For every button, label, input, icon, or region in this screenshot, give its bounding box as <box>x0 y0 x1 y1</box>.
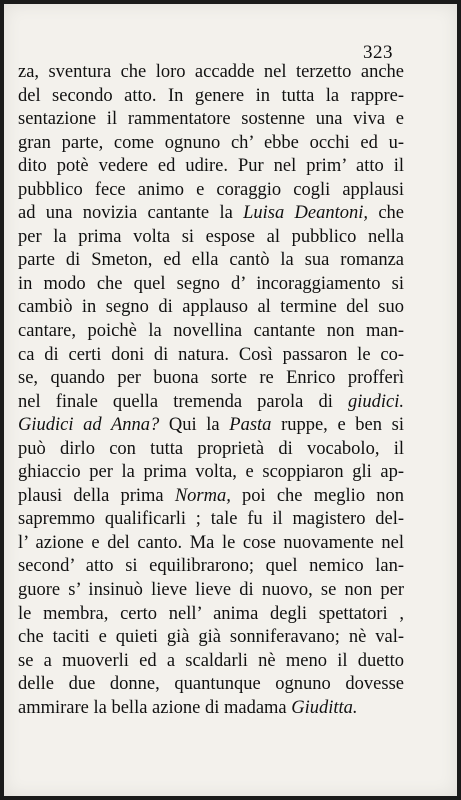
page-number: 323 <box>363 42 393 63</box>
text-segment: ghiaccio per la prima volta, e scoppiaron gli ap- <box>18 462 404 483</box>
text-segment: del secondo atto. In genere in tutta la rappre- <box>18 85 404 106</box>
text-segment: pubblico fece animo e coraggio cogli applausi <box>18 179 404 200</box>
text-line <box>18 226 404 250</box>
text-segment: parte di Smeton, ed ella cantò la sua romanza <box>18 250 404 271</box>
text-line <box>18 249 404 273</box>
text-segment: cantare, poichè la novellina cantante non man- <box>18 321 404 342</box>
text-segment: za, sventura che loro accadde nel terzetto anche <box>18 62 404 82</box>
text-line <box>18 132 404 156</box>
text-segment: ruppe, e ben si <box>271 415 404 436</box>
text-segment: poi che meglio non <box>230 485 404 506</box>
text-segment: se a muoverli ed a scaldarli nè meno il duetto <box>18 650 404 671</box>
text-segment: ca di certi doni di natura. Così passaron le co- <box>18 344 404 365</box>
text-line <box>18 85 404 109</box>
text-line <box>18 273 404 297</box>
text-segment: Qui la <box>159 415 230 436</box>
text-line <box>18 461 404 485</box>
text-segment: second’ atto si equilibrarono; quel nemico lan- <box>18 556 404 577</box>
text-line <box>18 579 404 603</box>
text-segment: sapremmo qualificarli ; tale fu il magistero del- <box>18 509 404 530</box>
text-segment: plausi della prima <box>18 485 175 506</box>
text-line <box>18 438 404 462</box>
text-segment: dito potè vedere ed udire. Pur nel prim’ atto il <box>18 156 404 177</box>
text-line <box>18 626 404 650</box>
text-line <box>18 108 404 132</box>
text-line <box>18 61 404 85</box>
text-segment: gran parte, come ognuno ch’ ebbe occhi ed u- <box>18 132 404 153</box>
text-line <box>18 673 404 697</box>
text-line <box>18 555 404 579</box>
italic-text: Giudici ad Anna? <box>18 415 160 436</box>
book-page <box>4 4 457 796</box>
text-segment: può dirlo con tutta proprietà di vocabolo, il <box>18 438 404 459</box>
text-line <box>18 344 404 368</box>
text-line <box>18 532 404 556</box>
text-line <box>18 650 404 674</box>
text-line <box>18 508 404 532</box>
italic-text: Pasta <box>229 415 272 436</box>
text-segment: che <box>368 203 404 224</box>
text-segment: per la prima volta si espose al pubblico nella <box>18 226 404 247</box>
italic-text: Giuditta. <box>291 697 358 718</box>
text-line <box>18 485 404 509</box>
text-segment: delle due donne, quantunque ognuno dovesse <box>18 674 404 695</box>
text-line <box>18 391 404 415</box>
text-segment: se, quando per buona sorte re Enrico profferì <box>18 368 404 389</box>
italic-text: Norma, <box>174 485 231 506</box>
text-line <box>18 697 404 721</box>
body-text <box>18 61 404 720</box>
text-line <box>18 296 404 320</box>
text-line <box>18 603 404 627</box>
text-segment: ammirare la bella azione di madama <box>18 697 292 718</box>
text-segment: sentazione il rammentatore sostenne una viva e <box>18 109 404 130</box>
italic-text: giudici. <box>347 391 404 412</box>
italic-text: Luisa Deantoni, <box>243 203 369 224</box>
text-line <box>18 367 404 391</box>
text-segment: ad una novizia cantante la <box>18 203 244 224</box>
text-segment: cambiò in segno di applauso al termine del suo <box>18 297 404 318</box>
text-segment: nel finale quella tremenda parola di <box>18 391 348 412</box>
text-line <box>18 320 404 344</box>
text-line <box>18 155 404 179</box>
text-segment: che taciti e quieti già già sonniferavano; nè val- <box>18 627 404 648</box>
text-line <box>18 179 404 203</box>
text-segment: guore s’ insinuò lieve lieve di nuovo, se non per <box>18 580 404 601</box>
text-segment: le membra, certo nell’ anima degli spettatori , <box>18 603 404 624</box>
text-line <box>18 414 404 438</box>
text-segment: l’ azione e del canto. Ma le cose nuovamente nel <box>18 532 404 553</box>
text-line <box>18 202 404 226</box>
text-segment: in modo che quel segno d’ incoraggiamento si <box>18 273 404 294</box>
